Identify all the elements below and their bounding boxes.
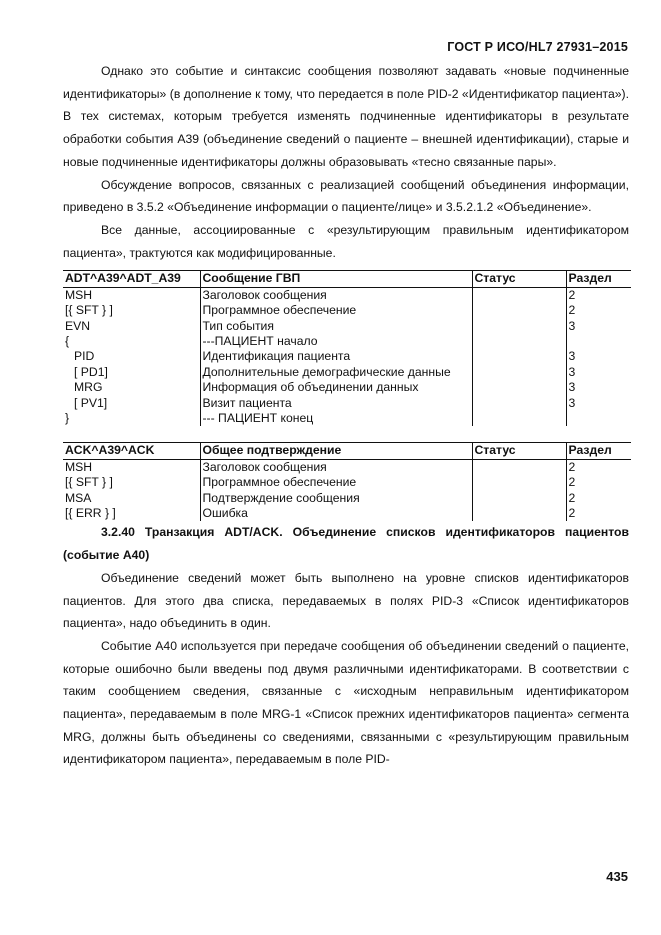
segment-cell: PID [63, 349, 200, 364]
section-cell: 2 [568, 475, 576, 490]
description-cell: Дополнительные демографические данные [200, 365, 472, 380]
status-cell [472, 319, 566, 334]
segment-cell: } [63, 411, 200, 426]
table-row [63, 459, 631, 475]
column-header: ACK^A39^ACK [63, 443, 200, 459]
status-cell [472, 303, 566, 318]
status-cell [472, 380, 566, 395]
table-row [63, 506, 631, 521]
table-header-row [63, 271, 631, 287]
status-cell [472, 365, 566, 380]
paragraph: Обсуждение вопросов, связанных с реализацией сообщений объединения информации, приведено в 3.5.2 «Объединение информации о пациенте/лице» и 3.5.2.1.2 «Объединение». [63, 177, 629, 215]
paragraph: Объединение сведений может быть выполнено на уровне списков идентификаторов пациентов. Для этого два списка, передаваемых в полях PID-3 «Список идентификаторов пациента», надо объединить в один. [63, 570, 629, 631]
status-cell [472, 475, 566, 490]
segment-cell: [{ SFT } ] [63, 475, 200, 490]
column-header: Раздел [566, 443, 631, 459]
paragraph: Однако это событие и синтаксис сообщения позволяют задавать «новые подчиненные идентификаторы» (в дополнение к тому, что передается в поле PID-2 «Идентификатор пациента»). В тех системах, которым требуется изменять подчиненные идентификаторы в результате обработки события А39 (объединение сведений о пациенте – внешней идентификации), старые и новые подчиненные идентификаторы должны образовывать «тесно связанные пары». [63, 64, 629, 169]
segment-cell: [ PD1] [63, 365, 200, 380]
segment-cell: MSA [63, 491, 200, 506]
adt-a39-message-table [63, 270, 631, 426]
description-cell: Программное обеспечение [200, 475, 472, 490]
ack-a39-message-table [63, 442, 631, 521]
segment-cell: MRG [63, 380, 200, 395]
section-title: 3.2.40 Транзакция ADT/ACK. Объединение списков идентификаторов пациентов (событие А40) [63, 525, 629, 563]
description-cell: Визит пациента [200, 396, 472, 411]
section-cell: 3 [568, 395, 576, 410]
status-cell [472, 506, 566, 521]
description-cell: Тип события [200, 319, 472, 334]
segment-cell: [ PV1] [63, 396, 200, 411]
segment-cell: [{ SFT } ] [63, 303, 200, 318]
document-header: ГОСТ Р ИСО/HL7 27931–2015 [447, 40, 628, 54]
description-cell: --- ПАЦИЕНТ конец [200, 411, 472, 426]
table-header-row [63, 443, 631, 459]
segment-cell: MSH [63, 287, 200, 303]
description-cell: Ошибка [200, 506, 472, 521]
section-cell: 3 [568, 318, 576, 333]
column-header: Статус [472, 443, 566, 459]
status-cell [472, 287, 566, 303]
table-row [63, 287, 631, 303]
section-cell: 2 [568, 506, 576, 521]
section-cell: 2 [568, 459, 576, 474]
section-cell [566, 411, 631, 426]
status-cell [472, 334, 566, 349]
segment-cell: EVN [63, 319, 200, 334]
paragraph: Событие А40 используется при передаче сообщения об объединении сведений о пациенте, которые ошибочно были введены под двумя различными идентификаторами. В соответствии с таким сообщением сведения, связанные с «исходным неправильным идентификатором пациента», передаваемым в поле MRG-1 «Список прежних идентификаторов пациента» сегмента MRG, должны быть объединены со сведениями, связанными с «результирующим правильным идентификатором пациента», передаваемым в поле PID- [63, 638, 629, 767]
description-cell: ---ПАЦИЕНТ начало [200, 334, 472, 349]
table-row [63, 319, 631, 334]
status-cell [472, 349, 566, 364]
segment-cell: MSH [63, 459, 200, 475]
description-cell: Заголовок сообщения [200, 287, 472, 303]
description-cell: Идентификация пациента [200, 349, 472, 364]
section-cell [566, 334, 631, 349]
section-cell: 3 [568, 349, 576, 364]
table-row [63, 396, 631, 411]
description-cell: Программное обеспечение [200, 303, 472, 318]
section-cell: 2 [568, 287, 576, 302]
segment-cell: [{ ERR } ] [63, 506, 200, 521]
column-header: ADT^A39^ADT_A39 [63, 271, 200, 287]
status-cell [472, 491, 566, 506]
section-cell: 2 [568, 490, 576, 505]
table-row [63, 334, 631, 349]
table-row [63, 365, 631, 380]
section-cell: 3 [568, 364, 576, 379]
table-row [63, 411, 631, 426]
status-cell [472, 459, 566, 475]
page-content [63, 60, 629, 771]
table-row [63, 475, 631, 490]
table-row [63, 380, 631, 395]
description-cell: Информация об объединении данных [200, 380, 472, 395]
section-cell: 3 [568, 380, 576, 395]
column-header: Статус [472, 271, 566, 287]
page-number: 435 [606, 869, 628, 884]
description-cell: Подтверждение сообщения [200, 491, 472, 506]
section-cell: 2 [568, 303, 576, 318]
segment-cell: { [63, 334, 200, 349]
status-cell [472, 396, 566, 411]
column-header: Сообщение ГВП [200, 271, 472, 287]
description-cell: Заголовок сообщения [200, 459, 472, 475]
table-row [63, 491, 631, 506]
table-row [63, 349, 631, 364]
column-header: Раздел [566, 271, 631, 287]
column-header: Общее подтверждение [200, 443, 472, 459]
paragraph: Все данные, ассоциированные с «результирующим правильным идентификатором пациента», трактуются как модифицированные. [63, 222, 629, 260]
table-row [63, 303, 631, 318]
status-cell [472, 411, 566, 426]
